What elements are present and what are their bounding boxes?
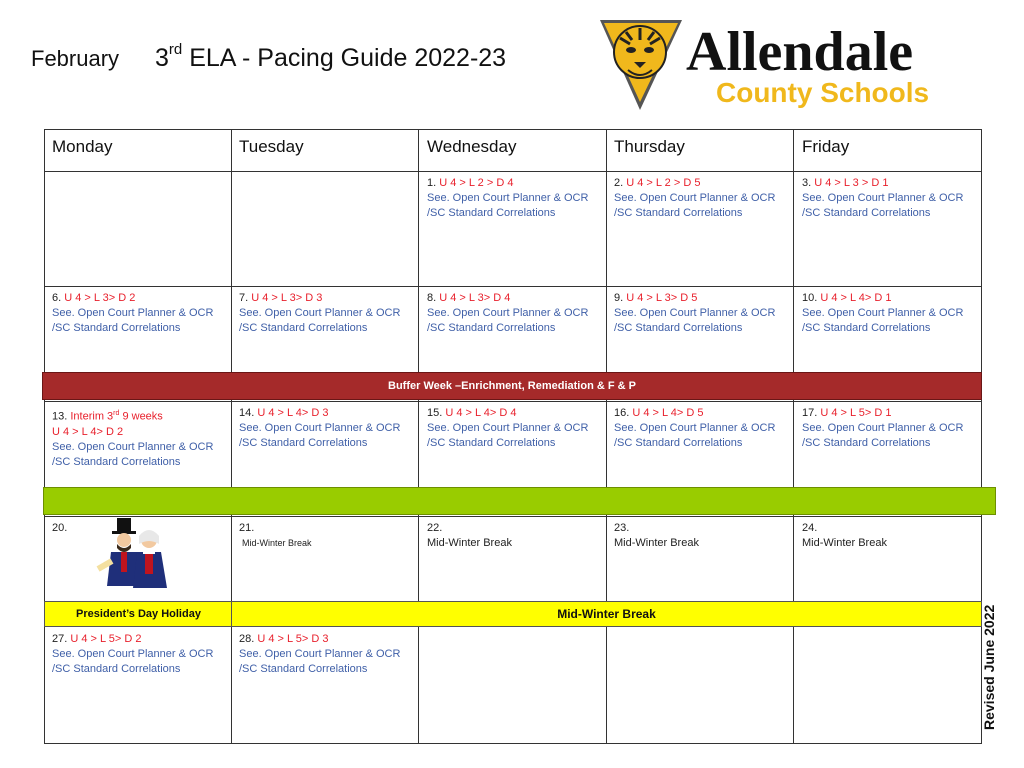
- presidents-day-banner: President’s Day Holiday: [44, 601, 233, 627]
- day-cell-22: 22. Mid-Winter Break: [427, 522, 512, 549]
- day-header-monday: Monday: [52, 137, 113, 156]
- presidents-clipart-icon: [95, 518, 175, 594]
- day-cell-27: 27. U 4 > L 5> D 2 See. Open Court Planner & OCR /SC Standard Correlations: [52, 633, 214, 675]
- revised-date-label: Revised June 2022: [981, 604, 997, 730]
- tiger-head-icon: [600, 20, 682, 110]
- day-cell-1: 1. U 4 > L 2 > D 4 See. Open Court Planner & OCR /SC Standard Correlations: [427, 177, 589, 219]
- day-cell-6: 6. U 4 > L 3> D 2 See. Open Court Planner & OCR /SC Standard Correlations: [52, 292, 214, 334]
- day-header-friday: Friday: [802, 137, 850, 156]
- day-cell-17: 17. U 4 > L 5> D 1 See. Open Court Planner & OCR /SC Standard Correlations: [802, 407, 964, 449]
- day-cell-10: 10. U 4 > L 4> D 1 See. Open Court Planner & OCR /SC Standard Correlations: [802, 292, 964, 334]
- month-label: February: [31, 46, 120, 71]
- day-cell-13: 13. Interim 3rd 9 weeks U 4 > L 4> D 2 See. Open Court Planner & OCR /SC Standard Correlations: [52, 410, 214, 468]
- title-rest: ELA - Pacing Guide 2022-23: [182, 44, 507, 72]
- day-cell-2: 2. U 4 > L 2 > D 5 See. Open Court Planner & OCR /SC Standard Correlations: [614, 177, 776, 219]
- mid-winter-break-banner: Mid-Winter Break: [231, 601, 982, 627]
- day-cell-16: 16. U 4 > L 4> D 5 See. Open Court Planner & OCR /SC Standard Correlations: [614, 407, 776, 449]
- day-cell-14: 14. U 4 > L 4> D 3 See. Open Court Planner & OCR /SC Standard Correlations: [239, 407, 401, 449]
- school-logo: [598, 14, 968, 114]
- calendar-grid: [44, 129, 982, 744]
- day-header-wednesday: Wednesday: [427, 137, 517, 156]
- day-cell-9: 9. U 4 > L 3> D 5 See. Open Court Planner & OCR /SC Standard Correlations: [614, 292, 776, 334]
- green-divider-band: [43, 487, 996, 515]
- day-cell-3: 3. U 4 > L 3 > D 1 See. Open Court Planner & OCR /SC Standard Correlations: [802, 177, 964, 219]
- day-header-thursday: Thursday: [614, 137, 685, 156]
- day-cell-8: 8. U 4 > L 3> D 4 See. Open Court Planner & OCR /SC Standard Correlations: [427, 292, 589, 334]
- day-cell-7: 7. U 4 > L 3> D 3 See. Open Court Planner & OCR /SC Standard Correlations: [239, 292, 401, 334]
- page-title: [155, 41, 507, 73]
- day-cell-23: 23. Mid-Winter Break: [614, 522, 699, 549]
- title-prefix: 3: [155, 44, 169, 72]
- day-cell-21: 21. Mid-Winter Break: [239, 522, 312, 548]
- title-sup: rd: [168, 41, 183, 58]
- day-cell-20: 20.: [52, 522, 68, 534]
- logo-line1: Allendale: [686, 21, 914, 83]
- logo-line2: County Schools: [716, 77, 930, 108]
- day-cell-28: 28. U 4 > L 5> D 3 See. Open Court Planner & OCR /SC Standard Correlations: [239, 633, 401, 675]
- buffer-week-banner: Buffer Week –Enrichment, Remediation & F & P: [42, 372, 982, 400]
- day-cell-24: 24. Mid-Winter Break: [802, 522, 887, 549]
- day-header-tuesday: Tuesday: [239, 137, 304, 156]
- day-cell-15: 15. U 4 > L 4> D 4 See. Open Court Planner & OCR /SC Standard Correlations: [427, 407, 589, 449]
